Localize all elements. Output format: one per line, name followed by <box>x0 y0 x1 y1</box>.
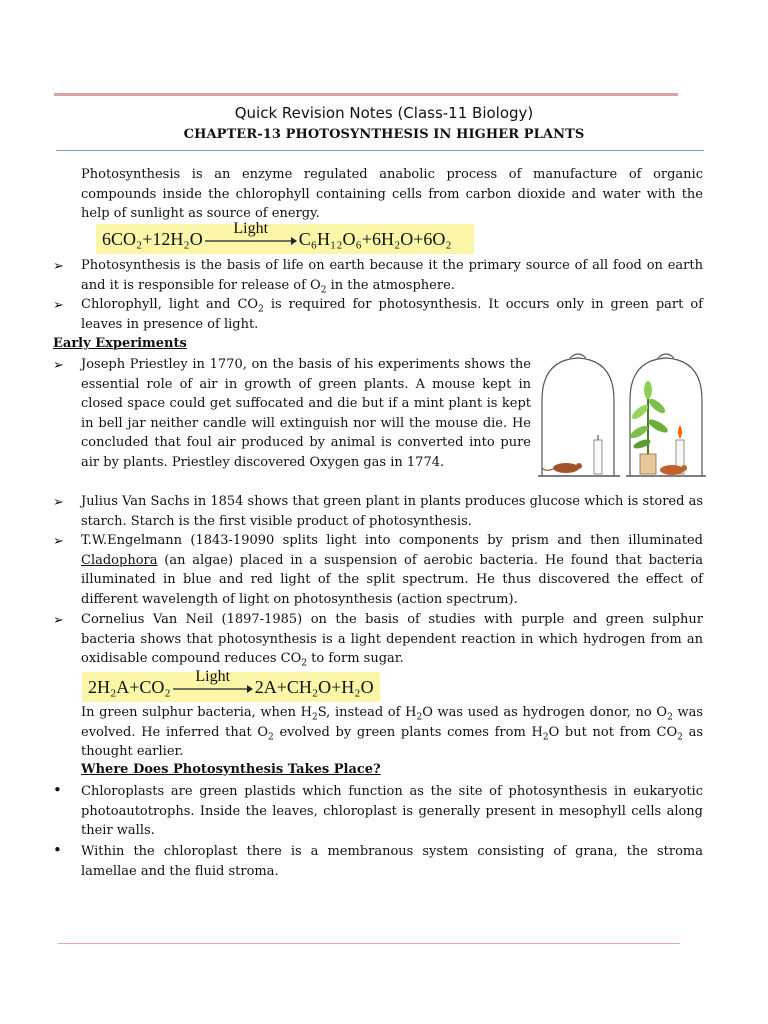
cladophora-term: Cladophora <box>81 552 158 568</box>
arrow-label: Light <box>233 220 269 237</box>
engelmann-point <box>81 531 703 609</box>
chlorophyll-text-b: is required for photosynthesis. It occurs only in green part of leaves in presence of light. <box>81 297 703 332</box>
chlorophyll-text-a: Chlorophyll, light and CO <box>81 297 259 312</box>
sulphur-bacteria-equation <box>82 668 380 702</box>
bell-jar-left-icon <box>538 354 620 476</box>
bell-jar-right-icon <box>626 354 706 476</box>
co2-subscript: 2 <box>258 304 264 315</box>
sulphur-text: evolved by green plants comes from H <box>273 724 543 740</box>
chapter-title: CHAPTER-13 PHOTOSYNTHESIS IN HIGHER PLANTS <box>183 127 585 142</box>
arrow-bullet-icon: ➢ <box>53 495 64 510</box>
header-rule <box>54 93 678 96</box>
equation-reactants: 2H₂A+CO₂ <box>88 676 171 697</box>
sulphur-text: In green sulphur bacteria, when H <box>81 705 312 720</box>
arrow-label: Light <box>195 668 231 685</box>
basis-text-a: Photosynthesis is the basis of life on earth because it the primary source of all food on earth and it is responsible for release of O <box>81 258 703 293</box>
van-neil-point <box>81 610 703 669</box>
sachs-point: Julius Van Sachs in 1854 shows that green plant in plants produces glucose which is stored as starch. Starch is the first visible product of photosynthesis. <box>81 494 703 529</box>
priestley-bell-jar-illustration <box>536 352 708 482</box>
sulphur-text: as thought earlier. <box>81 724 703 760</box>
membrane-point: Within the chloroplast there is a membranous system consisting of grana, the stroma lamellae and the fluid stroma. <box>81 844 703 879</box>
equation-products: C₆H₁₂O₆+6H₂O+6O₂ <box>298 228 452 249</box>
subscript: 2 <box>677 732 683 743</box>
sulphur-text: was evolved. He inferred that O <box>81 705 704 740</box>
footer-rule <box>58 943 680 944</box>
equation-reactants: 6CO₂+12H₂O <box>102 228 203 249</box>
page-title: Quick Revision Notes (Class-11 Biology) <box>234 104 534 122</box>
subscript: 2 <box>416 712 423 723</box>
dot-bullet-icon: • <box>53 781 62 799</box>
photosynthesis-equation <box>96 220 474 254</box>
arrow-bullet-icon: ➢ <box>53 534 64 549</box>
sulphur-text: O but not from CO <box>548 724 678 740</box>
subscript: 2 <box>312 712 318 723</box>
subscript: 2 <box>667 712 673 723</box>
arrow-bullet-icon: ➢ <box>53 358 64 373</box>
sulphur-bacteria-paragraph <box>81 703 703 762</box>
neil-text-b: to form sugar. <box>307 651 404 667</box>
o2-subscript: 2 <box>320 285 327 296</box>
sulphur-text: O was used as hydrogen donor, no O <box>422 705 668 720</box>
chlorophyll-point <box>81 295 703 334</box>
arrow-right-icon <box>173 685 253 693</box>
dot-bullet-icon: • <box>53 841 62 859</box>
equation-products: 2A+CH₂O+H₂O <box>254 676 374 697</box>
section-heading-early-experiments: Early Experiments <box>53 336 187 351</box>
basis-text-b: in the atmosphere. <box>326 277 455 293</box>
arrow-bullet-icon: ➢ <box>53 259 64 274</box>
chloroplast-point: Chloroplasts are green plastids which function as the site of photosynthesis in eukaryotic photoautotrophs. Inside the leaves, chloroplast is generally present in mesophyll cells along their walls. <box>81 784 703 839</box>
section-heading-where: Where Does Photosynthesis Takes Place? <box>81 762 381 777</box>
equation-arrow <box>205 221 297 245</box>
arrow-bullet-icon: ➢ <box>53 298 64 313</box>
subscript: 2 <box>268 732 274 743</box>
subscript: 2 <box>542 732 549 743</box>
arrow-bullet-icon: ➢ <box>53 613 64 628</box>
neil-text-a: Cornelius Van Neil (1897-1985) on the basis of studies with purple and green sulphur bacteria shows that photosynthesis is a light dependent reaction in which hydrogen from an oxidisable compound reduces CO <box>81 612 703 667</box>
engelmann-text-a: T.W.Engelmann (1843-19090 splits light into components by prism and then illuminated <box>81 533 703 548</box>
priestley-point: Joseph Priestley in 1770, on the basis of his experiments shows the essential role of air in growth of green plants. A mouse kept in closed space could get suffocated and die but if a mint plant is kept in bell jar neither candle will extinguish nor will the mouse die. He concluded that foul air produced by animal is converted into pure air by plants. Priestley discovered Oxygen gas in 1774. <box>81 357 531 470</box>
title-divider <box>56 150 704 151</box>
co2-subscript: 2 <box>301 658 308 669</box>
equation-arrow <box>173 669 253 693</box>
basis-of-life-point <box>81 256 703 295</box>
engelmann-text-b: (an algae) placed in a suspension of aerobic bacteria. He found that bacteria illuminated in blue and red light of the split spectrum. He thus discovered the effect of different wavelength of light on photosynthesis (action spectrum). <box>81 552 703 607</box>
sulphur-text: S, instead of H <box>317 705 417 720</box>
intro-paragraph: Photosynthesis is an enzyme regulated anabolic process of manufacture of organic compounds inside the chlorophyll containing cells from carbon dioxide and water with the help of sunlight as source of energy. <box>81 167 703 222</box>
arrow-right-icon <box>205 237 297 245</box>
